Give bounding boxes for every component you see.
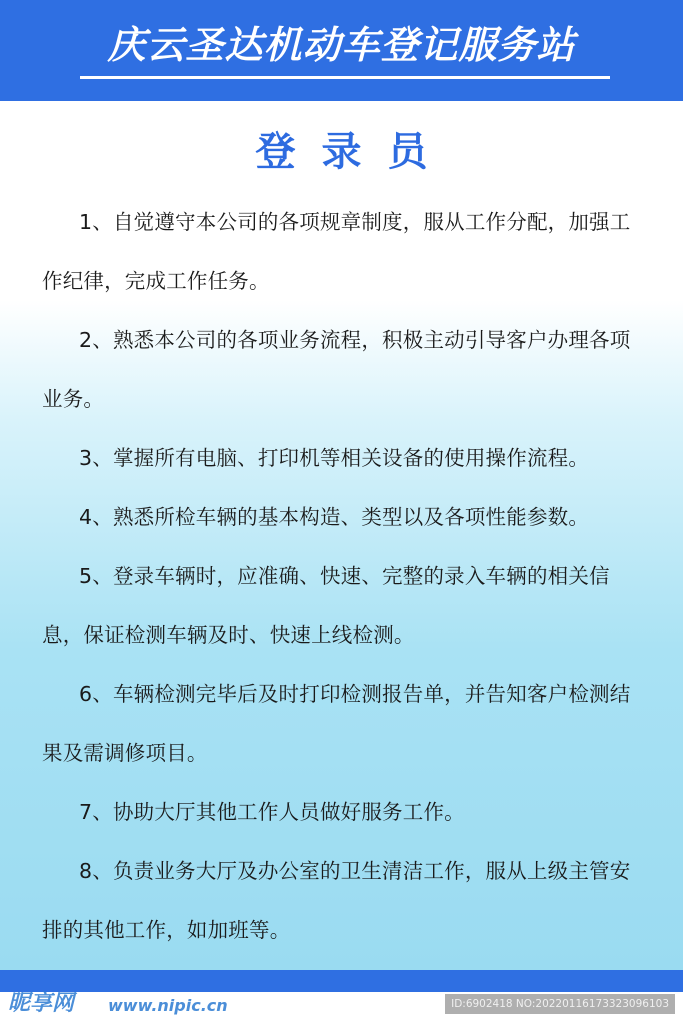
header-title: 庆云圣达机动车登记服务站	[107, 23, 576, 67]
duty-item-2: 2、熟悉本公司的各项业务流程，积极主动引导客户办理各项业务。	[42, 328, 631, 411]
duty-item-1: 1、自觉遵守本公司的各项规章制度，服从工作分配，加强工作纪律，完成工作任务。	[42, 210, 631, 293]
duty-item-3: 3、掌握所有电脑、打印机等相关设备的使用操作流程。	[79, 446, 590, 470]
watermark-url: www.nipic.cn	[108, 996, 228, 1015]
duty-item-5: 5、登录车辆时，应准确、快速、完整的录入车辆的相关信息，保证检测车辆及时、快速上线检测。	[42, 564, 610, 647]
duty-item-7: 7、协助大厅其他工作人员做好服务工作。	[79, 800, 465, 824]
footer-band	[0, 970, 683, 992]
duty-list	[42, 193, 650, 960]
watermark-logo: 昵享网	[8, 991, 75, 1016]
duty-item-6: 6、车辆检测完毕后及时打印检测报告单，并告知客户检测结果及需调修项目。	[42, 682, 631, 765]
duty-item-8: 8、负责业务大厅及办公室的卫生清洁工作，服从上级主管安排的其他工作，如加班等。	[42, 859, 631, 942]
watermark-id: ID:6902418 NO:20220116173323096103	[445, 994, 675, 1014]
header-underline	[80, 76, 610, 79]
role-title: 登录员	[255, 129, 454, 175]
duty-item-4: 4、熟悉所检车辆的基本构造、类型以及各项性能参数。	[79, 505, 590, 529]
